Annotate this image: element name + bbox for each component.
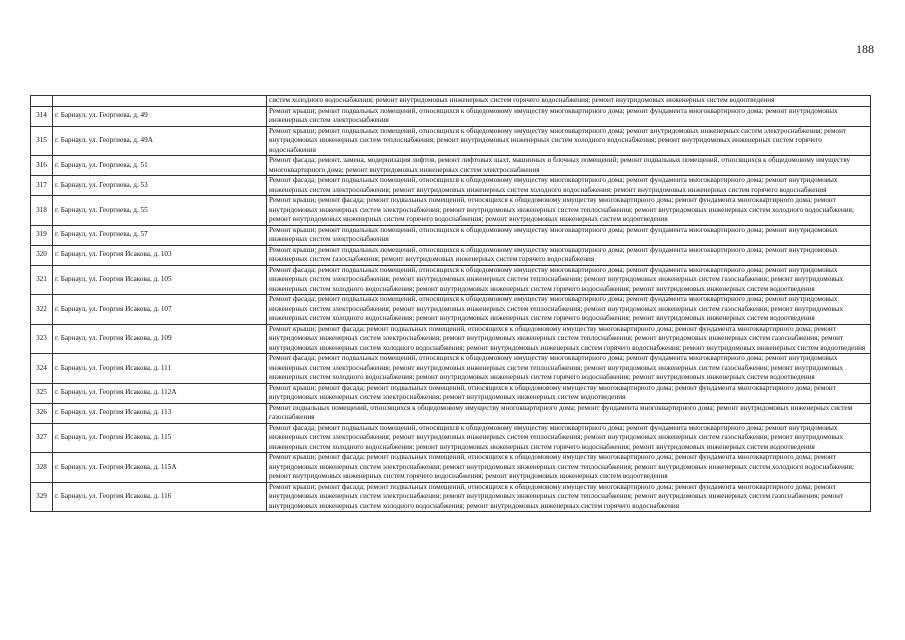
row-number: 323 <box>31 324 53 354</box>
row-works: систем холодного водоснабжения; ремонт внутридомовых инженерных систем горячего водоснабжения; ремонт внутридомовых инженерных систем водоотведения <box>267 96 871 107</box>
table-row <box>31 196 871 226</box>
row-works: Ремонт фасада; ремонт подвальных помещений, относящихся к общедомовому имуществу многоквартирного дома; ремонт фундамента многоквартирного дома; ремонт внутридомовых инженерных систем электроснабжения; ремонт внутридомовых инженерных систем холодного водоснабжения; ремонт внутридомовых инженерных систем горячего водоснабжения <box>267 176 871 196</box>
row-address: г. Барнаул, ул. Георгиева, д. 55 <box>53 196 267 226</box>
row-address: г. Барнаул, ул. Георгия Исакова, д. 112А <box>53 383 267 403</box>
row-works: Ремонт крыши; ремонт фасада; ремонт подвальных помещений, относящихся к общедомовому имуществу многоквартирного дома; ремонт фундамента многоквартирного дома; ремонт внутридомовых инженерных систем электроснабжения; ремонт внутридомовых инженерных систем теплоснабжения; ремонт внутридомовых инженерных систем газоснабжения; ремонт внутридомовых инженерных систем холодного водоснабжения; ремонт внутридомовых инженерных систем горячего водоснабжения; ремонт внутридомовых инженерных систем водоотведения <box>267 324 871 354</box>
row-address <box>53 96 267 107</box>
table-row <box>31 176 871 196</box>
table-row <box>31 106 871 126</box>
row-address: г. Барнаул, ул. Георгия Исакова, д. 103 <box>53 245 267 265</box>
row-works: Ремонт крыши; ремонт подвальных помещений, относящихся к общедомовому имуществу многоквартирного дома; ремонт фундамента многоквартирного дома; ремонт внутридомовых инженерных систем газоснабжения; ремонт внутридомовых инженерных систем горячего водоснабжения <box>267 245 871 265</box>
row-address: г. Барнаул, ул. Георгия Исакова, д. 116 <box>53 482 267 512</box>
table-row <box>31 403 871 423</box>
row-number: 316 <box>31 156 53 176</box>
repair-registry-table <box>30 95 871 512</box>
table-row <box>31 265 871 295</box>
row-number <box>31 96 53 107</box>
row-works: Ремонт крыши; ремонт подвальных помещений, относящихся к общедомовому имуществу многоквартирного дома; ремонт внутридомовых инженерных систем электроснабжения; ремонт внутридомовых инженерных систем теплоснабжения; ремонт внутридомовых инженерных систем холодного водоснабжения; ремонт внутридомовых инженерных систем горячего водоснабжения <box>267 126 871 156</box>
row-works: Ремонт крыши; ремонт подвальных помещений, относящихся к общедомовому имуществу многоквартирного дома; ремонт фундамента многоквартирного дома; ремонт внутридомовых инженерных систем электроснабжения <box>267 106 871 126</box>
table-row <box>31 453 871 483</box>
row-works: Ремонт фасада; ремонт подвальных помещений, относящихся к общедомовому имуществу многоквартирного дома; ремонт фундамента многоквартирного дома; ремонт внутридомовых инженерных систем электроснабжения; ремонт внутридомовых инженерных систем теплоснабжения; ремонт внутридомовых инженерных систем газоснабжения; ремонт внутридомовых инженерных систем холодного водоснабжения; ремонт внутридомовых инженерных систем горячего водоснабжения; ремонт внутридомовых инженерных систем водоотведения <box>267 295 871 325</box>
row-works: Ремонт крыши; ремонт фасада; ремонт подвальных помещений, относящихся к общедомовому имуществу многоквартирного дома; ремонт фундамента многоквартирного дома; ремонт внутридомовых инженерных систем электроснабжения; ремонт внутридомовых инженерных систем водоотведения <box>267 383 871 403</box>
row-address: г. Барнаул, ул. Георгия Исакова, д. 115 <box>53 423 267 453</box>
row-address: г. Барнаул, ул. Георгия Исакова, д. 105 <box>53 265 267 295</box>
row-works: Ремонт крыши; ремонт фасада; ремонт подвальных помещений, относящихся к общедомовому имуществу многоквартирного дома; ремонт фундамента многоквартирного дома; ремонт внутридомовых инженерных систем электроснабжения; ремонт внутридомовых инженерных систем теплоснабжения; ремонт внутридомовых инженерных систем холодного водоснабжения; ремонт внутридомовых инженерных систем горячего водоснабжения; ремонт внутридомовых инженерных систем водоотведения <box>267 453 871 483</box>
row-works: Ремонт фасада; ремонт, замена, модернизация лифтов, ремонт лифтовых шахт, машинных и блочных помещений; ремонт подвальных помещений, относящихся к общедомовому имуществу многоквартирного дома; ремонт внутридомовых инженерных систем электроснабжения <box>267 156 871 176</box>
row-address: г. Барнаул, ул. Георгиева, д. 49А <box>53 126 267 156</box>
row-works: Ремонт крыши; ремонт фасада; ремонт подвальных помещений, относящихся к общедомовому имуществу многоквартирного дома; ремонт фундамента многоквартирного дома; ремонт внутридомовых инженерных систем электроснабжения; ремонт внутридомовых инженерных систем теплоснабжения; ремонт внутридомовых инженерных систем газоснабжения; ремонт внутридомовых инженерных систем холодного водоснабжения; ремонт внутридомовых инженерных систем горячего водоснабжения <box>267 482 871 512</box>
table-row <box>31 383 871 403</box>
table-row <box>31 96 871 107</box>
row-number: 326 <box>31 403 53 423</box>
table-row <box>31 354 871 384</box>
table-row <box>31 245 871 265</box>
table-row <box>31 126 871 156</box>
row-number: 329 <box>31 482 53 512</box>
table-row <box>31 295 871 325</box>
row-number: 319 <box>31 225 53 245</box>
row-number: 322 <box>31 295 53 325</box>
row-address: г. Барнаул, ул. Георгия Исакова, д. 111 <box>53 354 267 384</box>
row-address: г. Барнаул, ул. Георгия Исакова, д. 113 <box>53 403 267 423</box>
row-number: 328 <box>31 453 53 483</box>
row-address: г. Барнаул, ул. Георгиева, д. 49 <box>53 106 267 126</box>
row-number: 324 <box>31 354 53 384</box>
table-row <box>31 324 871 354</box>
table-row <box>31 482 871 512</box>
row-number: 317 <box>31 176 53 196</box>
row-number: 318 <box>31 196 53 226</box>
row-address: г. Барнаул, ул. Георгиева, д. 51 <box>53 156 267 176</box>
table-row <box>31 423 871 453</box>
table-row <box>31 156 871 176</box>
row-works: Ремонт подвальных помещений, относящихся к общедомовому имуществу многоквартирного дома; ремонт фундамента многоквартирного дома; ремонт внутридомовых инженерных систем газоснабжения <box>267 403 871 423</box>
row-works: Ремонт фасада; ремонт подвальных помещений, относящихся к общедомовому имуществу многоквартирного дома; ремонт фундамента многоквартирного дома; ремонт внутридомовых инженерных систем электроснабжения; ремонт внутридомовых инженерных систем теплоснабжения; ремонт внутридомовых инженерных систем газоснабжения; ремонт внутридомовых инженерных систем холодного водоснабжения; ремонт внутридомовых инженерных систем горячего водоснабжения; ремонт внутридомовых инженерных систем водоотведения <box>267 423 871 453</box>
row-works: Ремонт фасада; ремонт подвальных помещений, относящихся к общедомовому имуществу многоквартирного дома; ремонт фундамента многоквартирного дома; ремонт внутридомовых инженерных систем электроснабжения; ремонт внутридомовых инженерных систем теплоснабжения; ремонт внутридомовых инженерных систем газоснабжения; ремонт внутридомовых инженерных систем холодного водоснабжения; ремонт внутридомовых инженерных систем горячего водоснабжения; ремонт внутридомовых инженерных систем водоотведения <box>267 265 871 295</box>
row-number: 314 <box>31 106 53 126</box>
row-number: 327 <box>31 423 53 453</box>
row-address: г. Барнаул, ул. Георгиева, д. 57 <box>53 225 267 245</box>
row-works: Ремонт крыши; ремонт подвальных помещений, относящихся к общедомовому имуществу многоквартирного дома; ремонт фундамента многоквартирного дома; ремонт внутридомовых инженерных систем электроснабжения <box>267 225 871 245</box>
row-works: Ремонт фасада; ремонт подвальных помещений, относящихся к общедомовому имуществу многоквартирного дома; ремонт фундамента многоквартирного дома; ремонт внутридомовых инженерных систем электроснабжения; ремонт внутридомовых инженерных систем теплоснабжения; ремонт внутридомовых инженерных систем газоснабжения; ремонт внутридомовых инженерных систем холодного водоснабжения; ремонт внутридомовых инженерных систем горячего водоснабжения; ремонт внутридомовых инженерных систем водоотведения <box>267 354 871 384</box>
row-works: Ремонт крыши; ремонт фасада; ремонт подвальных помещений, относящихся к общедомовому имуществу многоквартирного дома; ремонт фундамента многоквартирного дома; ремонт внутридомовых инженерных систем электроснабжения; ремонт внутридомовых инженерных систем теплоснабжения; ремонт внутридомовых инженерных систем холодного водоснабжения; ремонт внутридомовых инженерных систем горячего водоснабжения; ремонт внутридомовых инженерных систем водоотведения <box>267 196 871 226</box>
page-number: 188 <box>856 42 874 56</box>
row-address: г. Барнаул, ул. Георгия Исакова, д. 109 <box>53 324 267 354</box>
row-address: г. Барнаул, ул. Георгия Исакова, д. 107 <box>53 295 267 325</box>
row-number: 321 <box>31 265 53 295</box>
row-address: г. Барнаул, ул. Георгия Исакова, д. 115А <box>53 453 267 483</box>
row-number: 325 <box>31 383 53 403</box>
row-number: 315 <box>31 126 53 156</box>
registry-table-body <box>31 96 871 512</box>
row-number: 320 <box>31 245 53 265</box>
table-row <box>31 225 871 245</box>
row-address: г. Барнаул, ул. Георгиева, д. 53 <box>53 176 267 196</box>
